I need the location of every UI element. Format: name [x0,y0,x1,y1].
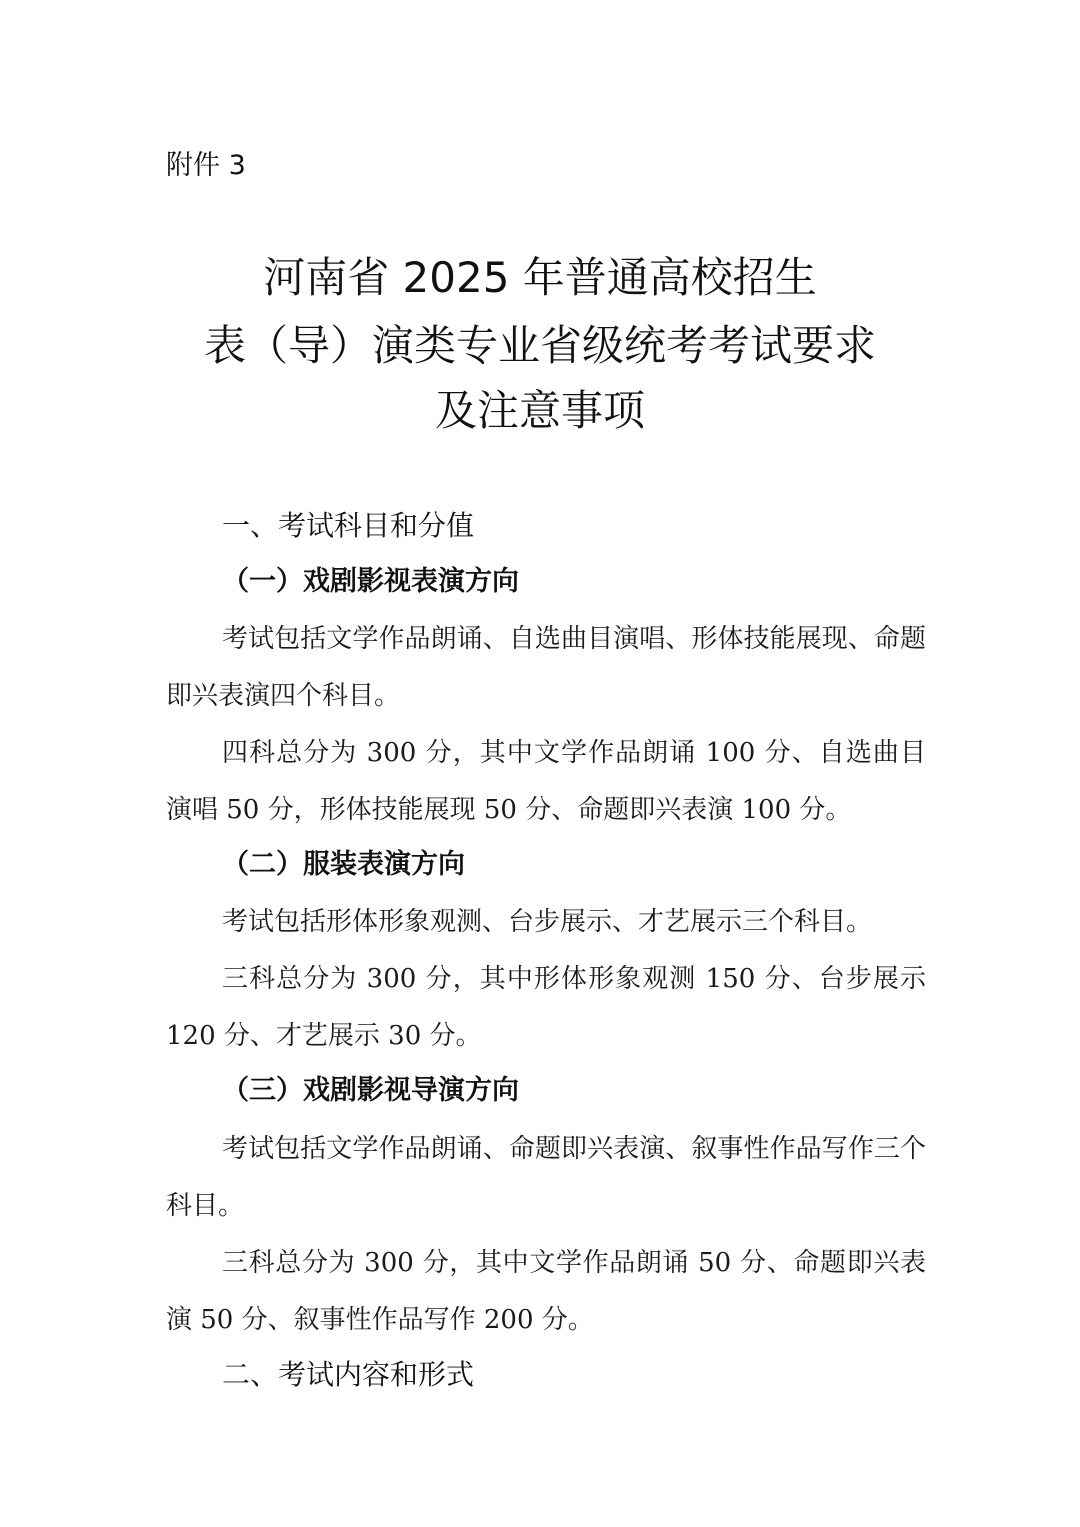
section-1-heading: 一、考试科目和分值 [222,509,475,542]
title-line-1: 河南省 2025 年普通高校招生 [263,253,817,302]
section-2-heading: 二、考试内容和形式 [222,1358,475,1391]
subsection-2-heading: （二）服装表演方向 [222,849,465,880]
subsection-1-paragraph-1: 考试包括文学作品朗诵、自选曲目演唱、形体技能展现、命题即兴表演四个科目。 [166,624,926,711]
subsection-3-paragraph-1: 考试包括文学作品朗诵、命题即兴表演、叙事性作品写作三个科目。 [166,1134,926,1221]
title-line-3: 及注意事项 [434,386,645,435]
subsection-2-paragraph-2: 三科总分为 300 分，其中形体形象观测 150 分、台步展示 120 分、才艺展示 30 分。 [166,964,926,1051]
subsection-3-heading: （三）戏剧影视导演方向 [222,1075,519,1106]
attachment-label: 附件 3 [166,150,246,181]
subsection-1-heading: （一）戏剧影视表演方向 [222,566,519,597]
subsection-1-paragraph-2: 四科总分为 300 分，其中文学作品朗诵 100 分、自选曲目演唱 50 分，形体技能展现 50 分、命题即兴表演 100 分。 [166,738,926,825]
subsection-3-paragraph-2: 三科总分为 300 分，其中文学作品朗诵 50 分、命题即兴表演 50 分、叙事性作品写作 200 分。 [166,1248,926,1335]
title-line-2: 表（导）演类专业省级统考考试要求 [203,321,876,370]
subsection-2-paragraph-1: 考试包括形体形象观测、台步展示、才艺展示三个科目。 [222,907,873,937]
